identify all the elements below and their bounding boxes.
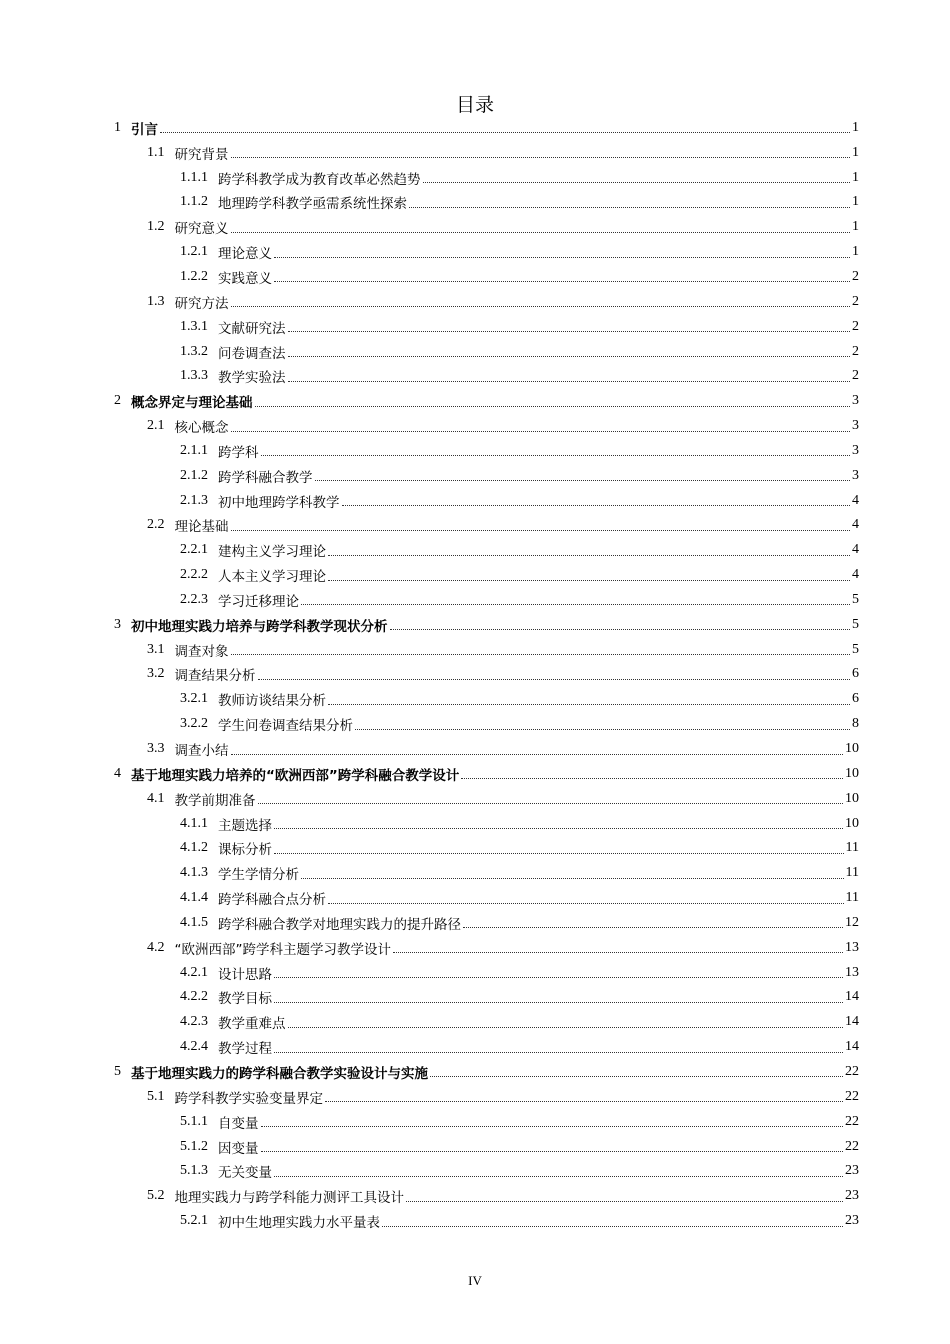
toc-entry-level-3[interactable] <box>0 538 950 563</box>
toc-entry-number: 5.1.1 <box>180 1113 208 1129</box>
toc-dot-leader <box>288 331 851 332</box>
toc-entry-title: 设计思路 <box>218 966 272 983</box>
toc-entry-title: 调查对象 <box>174 643 229 660</box>
toc-entry-page: 1 <box>852 119 859 135</box>
toc-dot-leader <box>390 629 851 630</box>
toc-entry-number: 5 <box>114 1063 121 1079</box>
toc-entry-title: 跨学科融合教学 <box>218 469 313 486</box>
toc-entry-number: 1.2.1 <box>180 244 208 260</box>
toc-entry-number: 3.2 <box>147 666 165 682</box>
toc-entry-number: 3 <box>114 616 121 632</box>
page-number: IV <box>468 1273 482 1288</box>
toc-entry-level-3[interactable] <box>0 1159 950 1184</box>
toc-dot-leader <box>231 157 851 158</box>
toc-entry-page: 12 <box>845 914 859 930</box>
toc-entry-number: 1.1.1 <box>180 169 208 185</box>
toc-entry-title: 教学过程 <box>218 1041 272 1058</box>
toc-dot-leader <box>231 530 851 531</box>
toc-entry-number: 1.2 <box>147 219 165 235</box>
toc-entry-number: 1.2.2 <box>180 268 208 284</box>
toc-entry-level-2[interactable] <box>0 289 950 314</box>
toc-entry-title: 初中地理实践力培养与跨学科教学现状分析 <box>131 618 388 635</box>
toc-entry-number: 4.2.2 <box>180 989 208 1005</box>
toc-entry-page: 22 <box>845 1113 859 1129</box>
toc-entry-page: 5 <box>852 616 859 632</box>
toc-entry-number: 2.2.2 <box>180 567 208 583</box>
toc-entry-number: 3.3 <box>147 741 165 757</box>
toc-entry-page: 10 <box>845 815 859 831</box>
toc-entry-title: 理论意义 <box>218 246 272 263</box>
toc-dot-leader <box>328 555 850 556</box>
toc-entry-page: 13 <box>845 939 859 955</box>
toc-entry-level-2[interactable] <box>0 414 950 439</box>
toc-dot-leader <box>288 356 851 357</box>
toc-entry-level-2[interactable] <box>0 215 950 240</box>
toc-entry-title: 无关变量 <box>218 1165 272 1182</box>
toc-dot-leader <box>463 927 843 928</box>
toc-dot-leader <box>258 803 844 804</box>
toc-entry-level-3[interactable] <box>0 1035 950 1060</box>
toc-entry-title: 教学目标 <box>218 991 272 1008</box>
toc-entry-title: 引言 <box>131 121 158 138</box>
toc-entry-page: 11 <box>845 840 859 856</box>
toc-entry-page: 4 <box>852 542 859 558</box>
toc-entry-level-3[interactable] <box>0 339 950 364</box>
toc-entry-title: 文献研究法 <box>218 320 286 337</box>
toc-entry-number: 4.2.4 <box>180 1039 208 1055</box>
toc-dot-leader <box>301 604 850 605</box>
toc-entry-page: 3 <box>852 467 859 483</box>
toc-entry-title: 基于地理实践力的跨学科融合教学实验设计与实施 <box>131 1065 428 1082</box>
toc-entry-number: 2.1.1 <box>180 442 208 458</box>
toc-entry-level-2[interactable] <box>0 1084 950 1109</box>
toc-entry-page: 3 <box>852 393 859 409</box>
toc-dot-leader <box>274 977 843 978</box>
toc-dot-leader <box>231 654 851 655</box>
toc-entry-level-2[interactable] <box>0 140 950 165</box>
toc-entry-title: 跨学科融合点分析 <box>218 892 326 909</box>
toc-entry-title: “欧洲西部”跨学科主题学习教学设计 <box>174 941 391 958</box>
toc-dot-leader <box>274 281 850 282</box>
toc-entry-page: 14 <box>845 989 859 1005</box>
toc-entry-page: 1 <box>852 169 859 185</box>
toc-entry-number: 2.1.2 <box>180 467 208 483</box>
toc-entry-title: 理论基础 <box>174 519 229 536</box>
toc-entry-title: 研究方法 <box>174 295 229 312</box>
toc-entry-number: 3.2.2 <box>180 716 208 732</box>
toc-dot-leader <box>430 1076 843 1077</box>
toc-dot-leader <box>274 1002 843 1003</box>
toc-entry-level-2[interactable] <box>0 1184 950 1209</box>
toc-dot-leader <box>355 729 850 730</box>
toc-entry-level-3[interactable] <box>0 240 950 265</box>
toc-entry-number: 4.1.3 <box>180 865 208 881</box>
toc-entry-number: 1 <box>114 119 121 135</box>
toc-dot-leader <box>231 232 851 233</box>
toc-entry-page: 22 <box>845 1063 859 1079</box>
toc-entry-level-3[interactable] <box>0 985 950 1010</box>
toc-dot-leader <box>288 381 851 382</box>
toc-entry-number: 4.1.2 <box>180 840 208 856</box>
toc-entry-level-3[interactable] <box>0 1134 950 1159</box>
toc-dot-leader <box>160 132 850 133</box>
toc-entry-level-2[interactable] <box>0 513 950 538</box>
toc-entry-page: 2 <box>852 368 859 384</box>
toc-dot-leader <box>423 182 851 183</box>
toc-entry-page: 4 <box>852 492 859 508</box>
toc-entry-level-1[interactable] <box>0 612 950 637</box>
toc-entry-page: 13 <box>845 964 859 980</box>
toc-entry-title: 研究背景 <box>174 146 229 163</box>
toc-dot-leader <box>261 455 851 456</box>
toc-entry-number: 2.2.3 <box>180 591 208 607</box>
toc-entry-level-3[interactable] <box>0 1010 950 1035</box>
toc-entry-page: 5 <box>852 641 859 657</box>
toc-entry-page: 6 <box>852 691 859 707</box>
toc-entry-page: 2 <box>852 318 859 334</box>
toc-entry-number: 4.2 <box>147 939 165 955</box>
toc-entry-number: 4.1.1 <box>180 815 208 831</box>
toc-entry-title: 教学重难点 <box>218 1016 286 1033</box>
toc-entry-level-3[interactable] <box>0 190 950 215</box>
toc-entry-level-3[interactable] <box>0 265 950 290</box>
toc-entry-level-2[interactable] <box>0 737 950 762</box>
toc-dot-leader <box>231 754 844 755</box>
toc-entry-number: 3.2.1 <box>180 691 208 707</box>
toc-entry-page: 23 <box>845 1163 859 1179</box>
toc-entry-page: 3 <box>852 418 859 434</box>
toc-entry-title: 初中生地理实践力水平量表 <box>218 1215 380 1232</box>
toc-entry-number: 3.1 <box>147 641 165 657</box>
toc-dot-leader <box>231 431 851 432</box>
toc-entry-page: 2 <box>852 268 859 284</box>
toc-entry-title: 基于地理实践力培养的“欧洲西部”跨学科融合教学设计 <box>131 767 460 784</box>
toc-entry-page: 6 <box>852 666 859 682</box>
toc-entry-page: 23 <box>845 1213 859 1229</box>
toc-entry-number: 1.3.3 <box>180 368 208 384</box>
toc-entry-number: 4.1.4 <box>180 890 208 906</box>
toc-entry-title: 跨学科教学实验变量界定 <box>174 1090 323 1107</box>
toc-entry-page: 1 <box>852 219 859 235</box>
toc-entry-number: 5.1 <box>147 1088 165 1104</box>
toc-entry-page: 2 <box>852 343 859 359</box>
toc-entry-title: 跨学科融合教学对地理实践力的提升路径 <box>218 916 461 933</box>
toc-entry-number: 4.2.1 <box>180 964 208 980</box>
toc-dot-leader <box>382 1226 843 1227</box>
toc-entry-title: 地理实践力与跨学科能力测评工具设计 <box>174 1190 404 1207</box>
toc-entry-level-3[interactable] <box>0 687 950 712</box>
toc-entry-page: 23 <box>845 1188 859 1204</box>
toc-entry-level-3[interactable] <box>0 886 950 911</box>
toc-entry-number: 1.3 <box>147 293 165 309</box>
toc-dot-leader <box>393 952 843 953</box>
toc-entry-title: 核心概念 <box>174 420 229 437</box>
toc-entry-title: 教师访谈结果分析 <box>218 693 326 710</box>
toc-entry-page: 4 <box>852 517 859 533</box>
toc-entry-page: 1 <box>852 194 859 210</box>
toc-dot-leader <box>274 257 850 258</box>
toc-entry-level-3[interactable] <box>0 712 950 737</box>
toc-entry-page: 22 <box>845 1138 859 1154</box>
toc-dot-leader <box>328 704 850 705</box>
toc-entry-page: 10 <box>845 765 859 781</box>
toc-entry-title: 地理跨学科教学亟需系统性探索 <box>218 196 407 213</box>
toc-entry-title: 学生学情分析 <box>218 867 299 884</box>
toc-entry-number: 2.2.1 <box>180 542 208 558</box>
toc-entry-level-3[interactable] <box>0 1209 950 1234</box>
table-of-contents <box>0 116 950 1234</box>
toc-entry-page: 5 <box>852 591 859 607</box>
toc-entry-level-3[interactable] <box>0 314 950 339</box>
toc-entry-title: 调查结果分析 <box>174 668 256 685</box>
toc-dot-leader <box>342 505 851 506</box>
toc-entry-number: 5.1.2 <box>180 1138 208 1154</box>
toc-dot-leader <box>261 1126 844 1127</box>
toc-entry-number: 4.1 <box>147 790 165 806</box>
toc-entry-level-3[interactable] <box>0 165 950 190</box>
toc-entry-level-3[interactable] <box>0 836 950 861</box>
toc-entry-number: 1.3.1 <box>180 318 208 334</box>
toc-entry-title: 主题选择 <box>218 817 272 834</box>
toc-entry-page: 4 <box>852 567 859 583</box>
toc-dot-leader <box>255 406 851 407</box>
toc-entry-number: 5.2 <box>147 1188 165 1204</box>
toc-dot-leader <box>315 480 851 481</box>
toc-entry-level-1[interactable] <box>0 1060 950 1085</box>
toc-entry-page: 10 <box>845 790 859 806</box>
toc-entry-page: 22 <box>845 1088 859 1104</box>
toc-entry-level-2[interactable] <box>0 786 950 811</box>
toc-entry-level-3[interactable] <box>0 588 950 613</box>
toc-entry-level-3[interactable] <box>0 960 950 985</box>
toc-entry-page: 14 <box>845 1014 859 1030</box>
toc-entry-number: 2 <box>114 393 121 409</box>
toc-entry-title: 调查小结 <box>174 743 229 760</box>
toc-entry-title: 概念界定与理论基础 <box>131 395 253 412</box>
toc-dot-leader <box>274 828 843 829</box>
toc-dot-leader <box>274 853 844 854</box>
toc-entry-level-3[interactable] <box>0 438 950 463</box>
toc-entry-number: 1.3.2 <box>180 343 208 359</box>
toc-dot-leader <box>461 778 843 779</box>
toc-entry-number: 5.1.3 <box>180 1163 208 1179</box>
toc-entry-level-1[interactable] <box>0 116 950 141</box>
toc-entry-page: 10 <box>845 741 859 757</box>
toc-entry-number: 5.2.1 <box>180 1213 208 1229</box>
toc-entry-level-3[interactable] <box>0 563 950 588</box>
toc-dot-leader <box>409 207 850 208</box>
toc-dot-leader <box>406 1201 843 1202</box>
toc-entry-number: 4.2.3 <box>180 1014 208 1030</box>
toc-entry-level-3[interactable] <box>0 463 950 488</box>
toc-entry-page: 11 <box>845 890 859 906</box>
toc-entry-level-1[interactable] <box>0 761 950 786</box>
toc-entry-page: 3 <box>852 442 859 458</box>
toc-dot-leader <box>274 1176 843 1177</box>
toc-entry-number: 1.1 <box>147 144 165 160</box>
page-title: 目录 <box>455 94 494 116</box>
toc-entry-number: 1.1.2 <box>180 194 208 210</box>
toc-entry-level-2[interactable] <box>0 662 950 687</box>
toc-entry-level-3[interactable] <box>0 811 950 836</box>
toc-entry-title: 跨学科 <box>218 444 259 461</box>
toc-entry-level-3[interactable] <box>0 1109 950 1134</box>
toc-entry-title: 教学前期准备 <box>174 792 256 809</box>
toc-entry-title: 初中地理跨学科教学 <box>218 494 340 511</box>
toc-entry-level-3[interactable] <box>0 861 950 886</box>
toc-dot-leader <box>258 679 851 680</box>
toc-entry-title: 学习迁移理论 <box>218 593 299 610</box>
toc-entry-title: 问卷调查法 <box>218 345 286 362</box>
toc-entry-level-2[interactable] <box>0 935 950 960</box>
toc-dot-leader <box>328 580 850 581</box>
toc-entry-title: 跨学科教学成为教育改革必然趋势 <box>218 171 421 188</box>
toc-entry-page: 2 <box>852 293 859 309</box>
toc-entry-title: 研究意义 <box>174 221 229 238</box>
toc-entry-number: 4.1.5 <box>180 914 208 930</box>
toc-entry-title: 课标分析 <box>218 842 272 859</box>
toc-entry-title: 自变量 <box>218 1115 259 1132</box>
toc-dot-leader <box>288 1027 844 1028</box>
toc-entry-title: 教学实验法 <box>218 370 286 387</box>
toc-dot-leader <box>325 1101 843 1102</box>
toc-entry-number: 2.1 <box>147 418 165 434</box>
toc-entry-level-2[interactable] <box>0 637 950 662</box>
toc-entry-title: 人本主义学习理论 <box>218 569 326 586</box>
toc-entry-page: 11 <box>845 865 859 881</box>
toc-dot-leader <box>274 1052 843 1053</box>
toc-dot-leader <box>231 306 851 307</box>
toc-entry-title: 因变量 <box>218 1140 259 1157</box>
toc-entry-level-3[interactable] <box>0 364 950 389</box>
toc-entry-page: 1 <box>852 244 859 260</box>
toc-dot-leader <box>301 878 844 879</box>
toc-dot-leader <box>261 1151 844 1152</box>
toc-entry-page: 8 <box>852 716 859 732</box>
toc-entry-number: 2.2 <box>147 517 165 533</box>
toc-entry-number: 4 <box>114 765 121 781</box>
toc-entry-title: 实践意义 <box>218 270 272 287</box>
toc-entry-page: 14 <box>845 1039 859 1055</box>
toc-entry-level-3[interactable] <box>0 488 950 513</box>
toc-entry-level-1[interactable] <box>0 389 950 414</box>
toc-entry-title: 建构主义学习理论 <box>218 544 326 561</box>
toc-dot-leader <box>328 903 844 904</box>
toc-entry-level-3[interactable] <box>0 911 950 936</box>
toc-entry-page: 1 <box>852 144 859 160</box>
toc-entry-title: 学生问卷调查结果分析 <box>218 718 353 735</box>
toc-entry-number: 2.1.3 <box>180 492 208 508</box>
